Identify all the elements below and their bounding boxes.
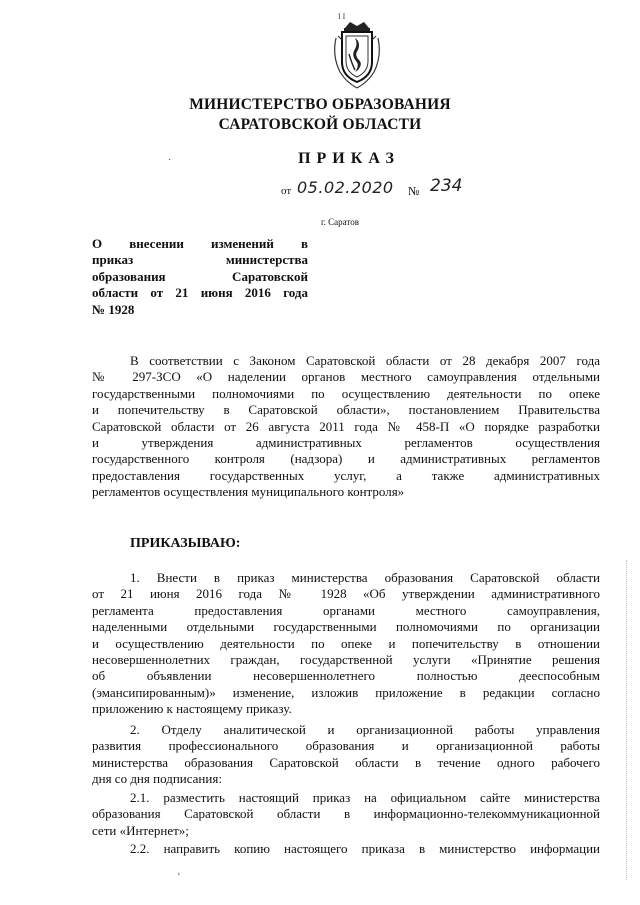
document-type-heading: ПРИКАЗ xyxy=(298,150,400,167)
handwritten-number: 234 xyxy=(430,176,463,196)
item-1-line: несовершеннолетних граждан, государственной услуги «Принятие решения xyxy=(92,652,600,668)
preamble-line: № 297-ЗСО «О наделении органов местного самоуправления отдельными xyxy=(92,369,600,385)
date-number-line xyxy=(250,178,510,202)
item-1-line: приложению к настоящему приказу. xyxy=(92,701,292,717)
number-sign: № xyxy=(408,184,420,198)
scan-speck: ' xyxy=(178,872,180,883)
ministry-title-line-2: САРАТОВСКОЙ ОБЛАСТИ xyxy=(218,116,422,133)
item-2-1-line: 2.1. разместить настоящий приказ на официальном сайте министерства xyxy=(130,790,600,805)
item-1-line: от 21 июня 2016 года № 1928 «Об утверждении административного xyxy=(92,586,600,602)
item-2-paragraph xyxy=(92,722,600,788)
subject-block xyxy=(92,236,308,318)
item-2-1-line: образования Саратовской области в информационно-телекоммуникационной xyxy=(92,806,600,822)
item-2-line: дня со дня подписания: xyxy=(92,771,222,787)
handwritten-date: 05.02.2020 xyxy=(297,178,394,197)
ministry-title-line-1: МИНИСТЕРСТВО ОБРАЗОВАНИЯ xyxy=(189,96,451,113)
item-1-line: об объявлении несовершеннолетнего полностью дееспособным xyxy=(92,668,600,684)
preamble-line: В соответствии с Законом Саратовской области от 28 декабря 2007 года xyxy=(130,353,600,368)
preamble-paragraph xyxy=(92,353,600,501)
item-1-line: и осуществлению деятельности по опеке и попечительству в отношении xyxy=(92,635,600,651)
coat-of-arms-emblem xyxy=(328,20,386,92)
item-1-line: регламента предоставления органами местного самоуправления, xyxy=(92,602,600,618)
preamble-line: предоставления государственных услуг, а также административных xyxy=(92,467,600,483)
subject-line: О внесении изменений в xyxy=(92,236,308,251)
item-1-line: 1. Внести в приказ министерства образования Саратовской области xyxy=(130,570,600,585)
preamble-line: Саратовской области от 26 августа 2011 года № 458-П «О порядке разработки xyxy=(92,418,600,434)
ministry-title xyxy=(0,95,640,135)
item-2-2-paragraph xyxy=(92,841,600,857)
item-2-line: развития профессионального образования и организационной работы xyxy=(92,738,600,754)
subject-line: приказ министерства xyxy=(92,252,308,268)
item-1-line: наделенными отдельными государственными полномочиями по организации xyxy=(92,619,600,635)
city-label: г. Саратов xyxy=(321,217,359,227)
preamble-line: регламентов осуществления муниципального контроля» xyxy=(92,484,405,500)
subject-line: области от 21 июня 2016 года xyxy=(92,285,308,301)
item-2-line: 2. Отделу аналитической и организационной работы управления xyxy=(130,722,600,737)
subject-line: образования Саратовской xyxy=(92,268,308,284)
preamble-line: государственными полномочиями по осуществлению деятельности по опеке xyxy=(92,385,600,401)
item-1-line: (эмансипированным)» изменение, изложив приложение в редакции согласно xyxy=(92,684,600,700)
order-heading: ПРИКАЗЫВАЮ: xyxy=(130,536,241,551)
preamble-line: государственного контроля (надзора) и административных регламентов xyxy=(92,451,600,467)
item-2-2-line: 2.2. направить копию настоящего приказа в министерство информации xyxy=(130,841,600,856)
scan-edge-artifact xyxy=(626,560,633,880)
item-2-1-paragraph xyxy=(92,790,600,839)
preamble-line: и попечительству в Саратовской области», постановлением Правительства xyxy=(92,402,600,418)
item-2-1-line: сети «Интернет»; xyxy=(92,822,189,838)
date-prefix: от xyxy=(281,185,292,197)
preamble-line: и утверждения административных регламентов осуществления xyxy=(92,435,600,451)
item-1-paragraph xyxy=(92,570,600,718)
scan-speck: ˙ xyxy=(168,158,172,169)
subject-line: № 1928 xyxy=(92,301,135,317)
top-mark: I I xyxy=(338,12,346,21)
item-2-line: министерства образования Саратовской области в течение одного рабочего xyxy=(92,754,600,770)
